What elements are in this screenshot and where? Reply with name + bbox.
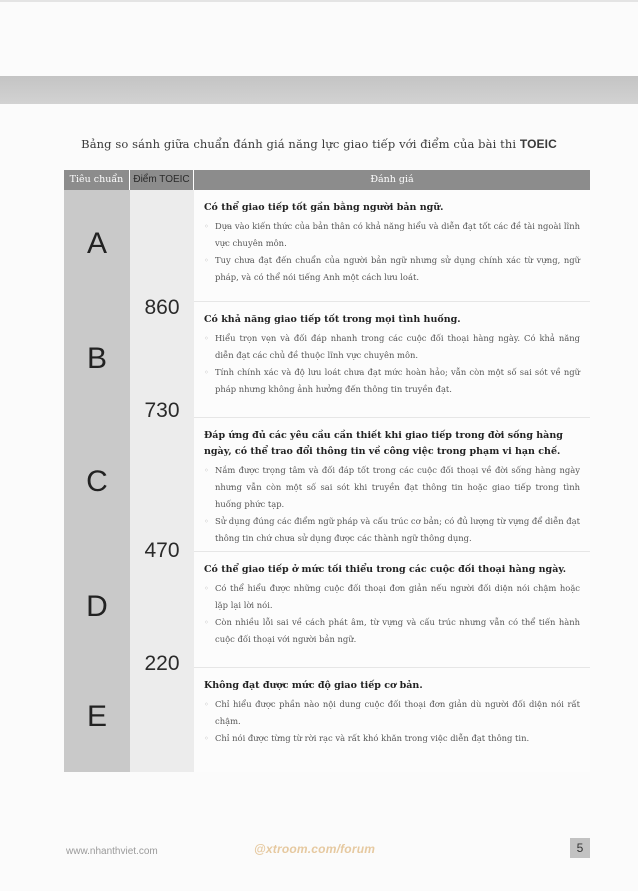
toeic-comparison-table xyxy=(64,170,590,772)
row-title: Có thể giao tiếp tốt gần bằng người bản ngữ. xyxy=(204,202,444,213)
list-item: ◦ Tuy chưa đạt đến chuẩn của người bản ngữ nhưng sử dụng chính xác từ vựng, ngữ pháp, và có thể nói tiếng Anh một cách lưu loát. xyxy=(204,252,580,286)
evaluation-row-d xyxy=(194,552,590,668)
list-item: ◦ Có thể hiểu được những cuộc đối thoại đơn giản nếu người đối diện nói chậm hoặc lặp lại lời nói. xyxy=(204,580,580,614)
bullet-icon: ◦ xyxy=(204,584,209,593)
row-title: Không đạt được mức độ giao tiếp cơ bản. xyxy=(204,680,423,691)
list-item: ◦ Còn nhiều lỗi sai về cách phát âm, từ vựng và cấu trúc nhưng vẫn có thể tiến hành cuộc đối thoại với người bản ngữ. xyxy=(204,614,580,648)
level-letter-c: C xyxy=(86,465,108,498)
footer-website: www.nhanthviet.com xyxy=(66,846,158,857)
caption-emphasis: TOEIC xyxy=(519,137,557,151)
bullet-icon: ◦ xyxy=(204,466,209,475)
bullet-icon: ◦ xyxy=(204,334,209,343)
score-730: 730 xyxy=(144,399,180,422)
level-letter-a: A xyxy=(86,227,107,260)
bullet-icon: ◦ xyxy=(204,700,209,709)
header-standard: Tiêu chuẩn xyxy=(64,170,130,190)
header-score: Điểm TOEIC xyxy=(130,170,194,190)
list-item: ◦ Chỉ nói được từng từ rời rạc và rất khó khăn trong việc diễn đạt thông tin. xyxy=(204,730,580,747)
header-evaluation: Đánh giá xyxy=(194,170,590,190)
top-rule xyxy=(0,0,638,2)
page-number: 5 xyxy=(570,838,590,858)
row-title: Có thể giao tiếp ở mức tối thiểu trong các cuộc đối thoại hàng ngày. xyxy=(204,564,567,575)
score-column xyxy=(130,190,194,772)
bullet-icon: ◦ xyxy=(204,222,209,231)
list-item: ◦ Nắm được trọng tâm và đối đáp tốt trong các cuộc đối thoại về đời sống hàng ngày nhưng vẫn còn một số sai sót khi truyền đạt thông tin hoặc giao tiếp trong tình huống phức tạp. xyxy=(204,462,580,513)
evaluation-row-b xyxy=(194,302,590,418)
list-item: ◦ Chỉ hiểu được phần nào nội dung cuộc đối thoại đơn giản dù người đối diện nói rất chậm. xyxy=(204,696,580,730)
header-band xyxy=(0,76,638,104)
bullet-icon: ◦ xyxy=(204,517,209,526)
list-item: ◦ Hiểu trọn vẹn và đối đáp nhanh trong các cuộc đối thoại hàng ngày. Có khả năng diễn đạt các chủ đề thuộc lĩnh vực chuyên môn. xyxy=(204,330,580,364)
row-title: Đáp ứng đủ các yêu cầu cần thiết khi giao tiếp trong đời sống hàng ngày, có thể trao đổi thông tin về công việc trong phạm vi hạn chế. xyxy=(204,430,563,457)
list-item: ◦ Dựa vào kiến thức của bản thân có khả năng hiểu và diễn đạt tốt các đề tài ngoài lĩnh vực chuyên môn. xyxy=(204,218,580,252)
bullet-icon: ◦ xyxy=(204,618,209,627)
list-item: ◦ Sử dụng đúng các điểm ngữ pháp và cấu trúc cơ bản; có đủ lượng từ vựng để diễn đạt thông tin chứ chưa sử dụng được các thành ngữ thông dụng. xyxy=(204,513,580,547)
level-letter-d: D xyxy=(86,590,108,623)
caption-text: Bảng so sánh giữa chuẩn đánh giá năng lực giao tiếp với điểm của bài thi xyxy=(81,137,517,151)
evaluation-row-a xyxy=(194,190,590,302)
evaluation-row-c xyxy=(194,418,590,552)
level-letter-b: B xyxy=(86,342,107,375)
level-letter-e: E xyxy=(86,700,107,733)
table-caption xyxy=(0,137,638,151)
list-item: ◦ Tính chính xác và độ lưu loát chưa đạt mức hoàn hảo; vẫn còn một số sai sót về ngữ pháp nhưng không ảnh hưởng đến thông tin truyền đạt. xyxy=(204,364,580,398)
evaluation-row-e xyxy=(194,668,590,772)
bullet-icon: ◦ xyxy=(204,734,209,743)
bullet-icon: ◦ xyxy=(204,256,209,265)
score-470: 470 xyxy=(144,539,180,562)
score-220: 220 xyxy=(144,652,180,675)
row-title: Có khả năng giao tiếp tốt trong mọi tình huống. xyxy=(204,314,461,325)
watermark-forum: @xtroom.com/forum xyxy=(254,842,376,856)
bullet-icon: ◦ xyxy=(204,368,209,377)
score-860: 860 xyxy=(144,296,180,319)
